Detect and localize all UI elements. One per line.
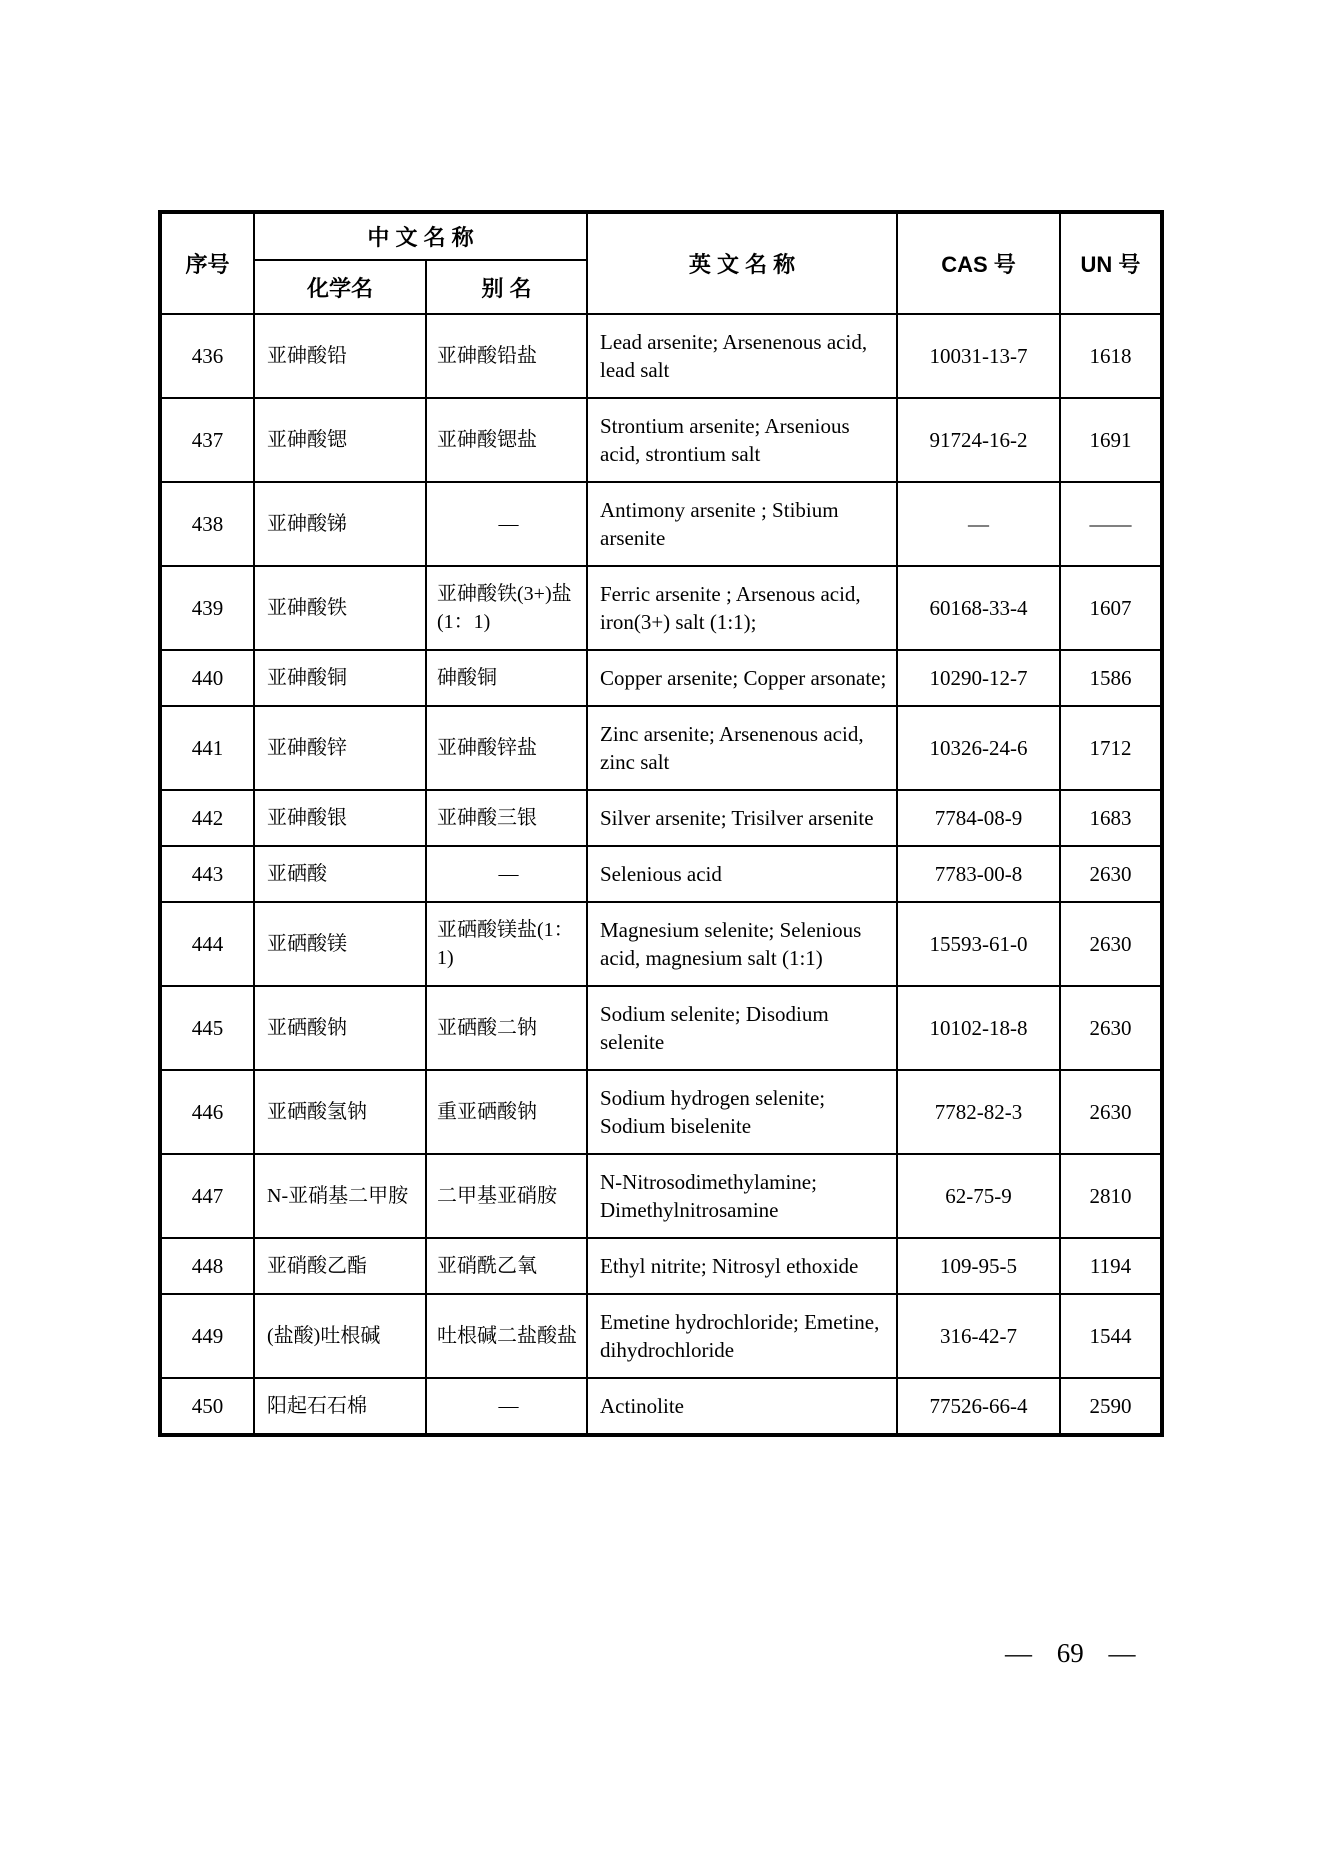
cell-cas-number: 62-75-9 (897, 1154, 1060, 1238)
cell-cas-number: 91724-16-2 (897, 398, 1060, 482)
table-row (160, 1378, 1162, 1435)
cell-alias: 亚硝酰乙氧 (426, 1238, 587, 1294)
cell-cas-number: 7784-08-9 (897, 790, 1060, 846)
cell-un-number: 2810 (1060, 1154, 1162, 1238)
table-row (160, 398, 1162, 482)
cell-english-name: Lead arsenite; Arsenenous acid, lead salt (587, 314, 897, 398)
cell-serial-number: 444 (160, 902, 254, 986)
cell-chemical-name: 阳起石石棉 (254, 1378, 426, 1435)
cell-un-number: 1691 (1060, 398, 1162, 482)
cell-chemical-name: 亚砷酸铅 (254, 314, 426, 398)
cell-serial-number: 436 (160, 314, 254, 398)
cell-cas-number: — (897, 482, 1060, 566)
table-row (160, 902, 1162, 986)
cell-serial-number: 446 (160, 1070, 254, 1154)
cell-alias: — (426, 482, 587, 566)
cell-english-name: Antimony arsenite ; Stibium arsenite (587, 482, 897, 566)
cell-alias: 亚砷酸锶盐 (426, 398, 587, 482)
cell-english-name: N-Nitrosodimethylamine; Dimethylnitrosamine (587, 1154, 897, 1238)
cell-chemical-name: 亚硒酸镁 (254, 902, 426, 986)
cell-alias: 亚砷酸三银 (426, 790, 587, 846)
cell-chemical-name: 亚硒酸 (254, 846, 426, 902)
cell-un-number: 2590 (1060, 1378, 1162, 1435)
table-row (160, 482, 1162, 566)
header-english-name: 英 文 名 称 (587, 212, 897, 314)
cell-un-number: 1618 (1060, 314, 1162, 398)
cell-cas-number: 77526-66-4 (897, 1378, 1060, 1435)
cell-serial-number: 437 (160, 398, 254, 482)
cell-english-name: Selenious acid (587, 846, 897, 902)
cell-alias: 亚砷酸铅盐 (426, 314, 587, 398)
cell-serial-number: 438 (160, 482, 254, 566)
cell-serial-number: 442 (160, 790, 254, 846)
cell-alias: — (426, 1378, 587, 1435)
cell-serial-number: 448 (160, 1238, 254, 1294)
table-header (160, 212, 1162, 314)
cell-un-number: 1586 (1060, 650, 1162, 706)
header-cas-number: CAS 号 (897, 212, 1060, 314)
cell-un-number: 2630 (1060, 902, 1162, 986)
cell-cas-number: 60168-33-4 (897, 566, 1060, 650)
cell-english-name: Silver arsenite; Trisilver arsenite (587, 790, 897, 846)
cell-english-name: Magnesium selenite; Selenious acid, magnesium salt (1:1) (587, 902, 897, 986)
table-row (160, 790, 1162, 846)
cell-alias: 亚硒酸镁盐(1：1) (426, 902, 587, 986)
table-row (160, 846, 1162, 902)
header-alias: 别 名 (426, 260, 587, 314)
cell-un-number: 2630 (1060, 986, 1162, 1070)
header-chemical-name: 化学名 (254, 260, 426, 314)
cell-chemical-name: 亚砷酸锌 (254, 706, 426, 790)
cell-chemical-name: 亚砷酸锶 (254, 398, 426, 482)
cell-chemical-name: 亚砷酸铜 (254, 650, 426, 706)
table-row (160, 706, 1162, 790)
cell-alias: — (426, 846, 587, 902)
cell-english-name: Zinc arsenite; Arsenenous acid, zinc salt (587, 706, 897, 790)
header-un-number: UN 号 (1060, 212, 1162, 314)
table-row (160, 986, 1162, 1070)
cell-english-name: Strontium arsenite; Arsenious acid, strontium salt (587, 398, 897, 482)
cell-chemical-name: 亚砷酸银 (254, 790, 426, 846)
cell-serial-number: 450 (160, 1378, 254, 1435)
table-row (160, 1238, 1162, 1294)
cell-cas-number: 10102-18-8 (897, 986, 1060, 1070)
table-row (160, 650, 1162, 706)
cell-cas-number: 15593-61-0 (897, 902, 1060, 986)
cell-cas-number: 316-42-7 (897, 1294, 1060, 1378)
cell-serial-number: 443 (160, 846, 254, 902)
cell-english-name: Sodium hydrogen selenite; Sodium biselenite (587, 1070, 897, 1154)
cell-english-name: Actinolite (587, 1378, 897, 1435)
cell-un-number: 1683 (1060, 790, 1162, 846)
cell-un-number: 1607 (1060, 566, 1162, 650)
cell-serial-number: 440 (160, 650, 254, 706)
cell-un-number: 1544 (1060, 1294, 1162, 1378)
cell-cas-number: 7783-00-8 (897, 846, 1060, 902)
cell-alias: 砷酸铜 (426, 650, 587, 706)
cell-alias: 重亚硒酸钠 (426, 1070, 587, 1154)
cell-chemical-name: 亚硝酸乙酯 (254, 1238, 426, 1294)
cell-english-name: Emetine hydrochloride; Emetine, dihydrochloride (587, 1294, 897, 1378)
cell-alias: 亚砷酸锌盐 (426, 706, 587, 790)
cell-english-name: Ferric arsenite ; Arsenous acid, iron(3+) salt (1:1); (587, 566, 897, 650)
cell-cas-number: 10290-12-7 (897, 650, 1060, 706)
cell-cas-number: 10326-24-6 (897, 706, 1060, 790)
cell-serial-number: 441 (160, 706, 254, 790)
cell-chemical-name: 亚砷酸铁 (254, 566, 426, 650)
table-body (160, 314, 1162, 1435)
table-row (160, 314, 1162, 398)
table-row (160, 1154, 1162, 1238)
cell-serial-number: 439 (160, 566, 254, 650)
header-chinese-name-group: 中 文 名 称 (254, 212, 587, 260)
cell-un-number: 1712 (1060, 706, 1162, 790)
cell-chemical-name: 亚硒酸钠 (254, 986, 426, 1070)
cell-english-name: Ethyl nitrite; Nitrosyl ethoxide (587, 1238, 897, 1294)
page-number: — 69 — (1005, 1638, 1136, 1668)
cell-un-number: 1194 (1060, 1238, 1162, 1294)
cell-chemical-name: N-亚硝基二甲胺 (254, 1154, 426, 1238)
cell-cas-number: 7782-82-3 (897, 1070, 1060, 1154)
cell-cas-number: 109-95-5 (897, 1238, 1060, 1294)
cell-chemical-name: 亚砷酸锑 (254, 482, 426, 566)
cell-english-name: Copper arsenite; Copper arsonate; (587, 650, 897, 706)
cell-un-number: —— (1060, 482, 1162, 566)
cell-un-number: 2630 (1060, 1070, 1162, 1154)
cell-serial-number: 449 (160, 1294, 254, 1378)
cell-alias: 二甲基亚硝胺 (426, 1154, 587, 1238)
table-row (160, 566, 1162, 650)
cell-cas-number: 10031-13-7 (897, 314, 1060, 398)
header-serial-number: 序号 (160, 212, 254, 314)
cell-alias: 亚砷酸铁(3+)盐(1：1) (426, 566, 587, 650)
table-row (160, 1070, 1162, 1154)
table-row (160, 1294, 1162, 1378)
cell-chemical-name: 亚硒酸氢钠 (254, 1070, 426, 1154)
cell-chemical-name: (盐酸)吐根碱 (254, 1294, 426, 1378)
cell-alias: 吐根碱二盐酸盐 (426, 1294, 587, 1378)
cell-english-name: Sodium selenite; Disodium selenite (587, 986, 897, 1070)
cell-serial-number: 447 (160, 1154, 254, 1238)
cell-serial-number: 445 (160, 986, 254, 1070)
cell-un-number: 2630 (1060, 846, 1162, 902)
cell-alias: 亚硒酸二钠 (426, 986, 587, 1070)
chemical-list-table (158, 210, 1164, 1437)
